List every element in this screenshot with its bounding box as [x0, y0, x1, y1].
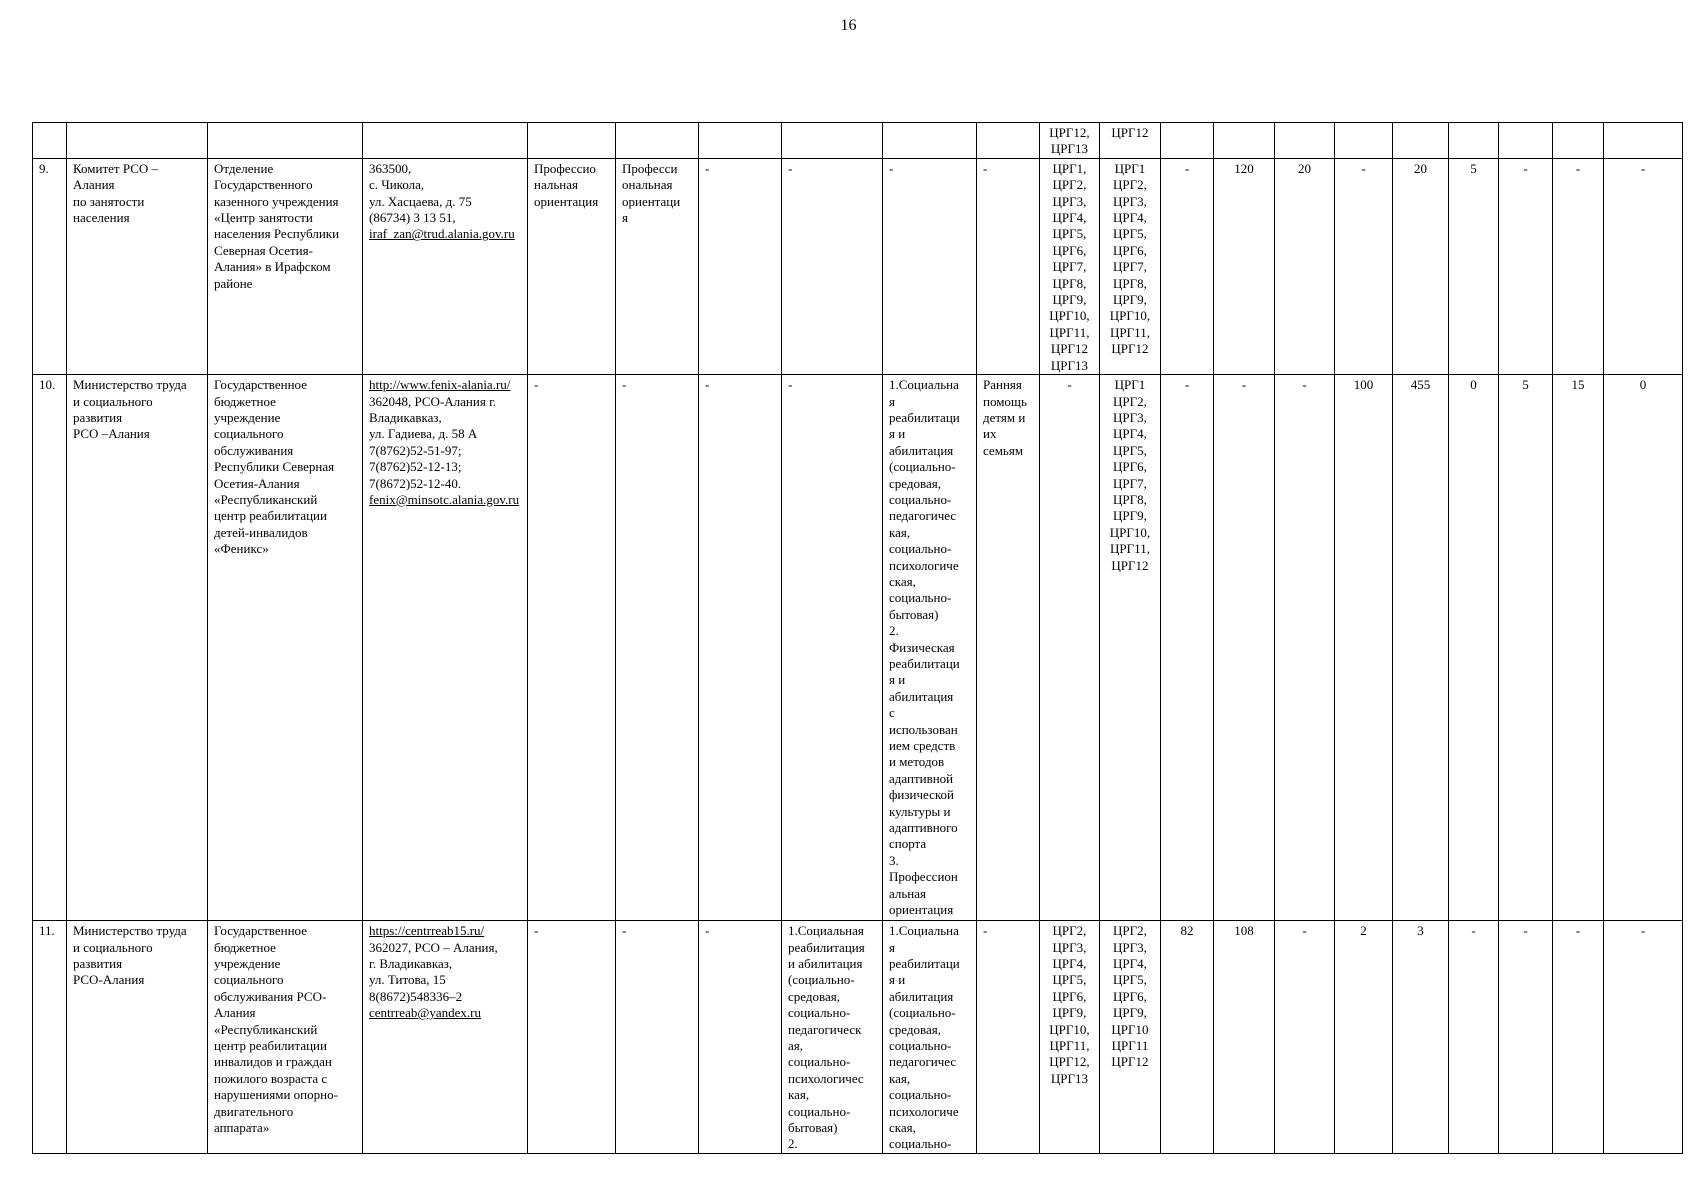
value-cell: -	[1499, 921, 1553, 1154]
value-cell: -	[1161, 375, 1214, 921]
value-cell	[1553, 123, 1604, 159]
agency-cell	[67, 123, 208, 159]
institution-cell: Государственное бюджетное учреждение социального обслуживания Республики Северная Осетия-Алания «Республиканский центр реабилитации детей-инвалидов «Феникс»	[208, 375, 363, 921]
service-cell	[616, 123, 699, 159]
value-cell: 0	[1604, 375, 1683, 921]
value-cell: -	[1449, 921, 1499, 1154]
value-cell: -	[1553, 921, 1604, 1154]
service-cell: -	[699, 921, 782, 1154]
value-cell: -	[1214, 375, 1275, 921]
table-row	[33, 921, 1683, 1154]
value-cell: -	[1275, 921, 1335, 1154]
service-cell: -	[782, 158, 883, 374]
value-cell	[1161, 123, 1214, 159]
value-cell: -	[1604, 921, 1683, 1154]
target-groups-cell: ЦРГ1, ЦРГ2, ЦРГ3, ЦРГ4, ЦРГ5, ЦРГ6, ЦРГ7, ЦРГ8, ЦРГ9, ЦРГ10, ЦРГ11, ЦРГ12 ЦРГ13	[1040, 158, 1100, 374]
value-cell: 100	[1335, 375, 1393, 921]
service-cell	[977, 123, 1040, 159]
service-cell: -	[699, 158, 782, 374]
table-row	[33, 375, 1683, 921]
row-number: 11.	[33, 921, 67, 1154]
service-cell: -	[616, 921, 699, 1154]
value-cell: 20	[1275, 158, 1335, 374]
service-cell	[782, 123, 883, 159]
website-link[interactable]: http://www.fenix-alania.ru/	[369, 377, 511, 393]
contacts-cell	[363, 158, 528, 374]
value-cell: 455	[1393, 375, 1449, 921]
value-cell	[1335, 123, 1393, 159]
agency-cell: Министерство труда и социального развития РСО-Алания	[67, 921, 208, 1154]
target-groups-cell: ЦРГ1 ЦРГ2, ЦРГ3, ЦРГ4, ЦРГ5, ЦРГ6, ЦРГ7, ЦРГ8, ЦРГ9, ЦРГ10, ЦРГ11, ЦРГ12	[1100, 158, 1161, 374]
service-cell: 1.Социальная реабилитация и абилитация (социально- средовая, социально- педагогическ ая, социально- психологичес кая, социально- бытовая) 2.	[782, 921, 883, 1154]
value-cell	[1275, 123, 1335, 159]
value-cell: -	[1604, 158, 1683, 374]
table-row	[33, 123, 1683, 159]
value-cell	[1499, 123, 1553, 159]
service-cell: -	[528, 375, 616, 921]
service-cell	[883, 123, 977, 159]
contacts-cell	[363, 921, 528, 1154]
value-cell: 0	[1449, 375, 1499, 921]
contacts-text: 362048, РСО-Алания г. Владикавказ, ул. Гадиева, д. 58 А 7(8762)52-51-97; 7(8762)52-12-13; 7(8672)52-12-40.	[369, 393, 497, 491]
service-cell: -	[616, 375, 699, 921]
value-cell	[1604, 123, 1683, 159]
website-link[interactable]: https://centrreab15.ru/	[369, 923, 485, 939]
service-cell: -	[883, 158, 977, 374]
target-groups-cell: ЦРГ2, ЦРГ3, ЦРГ4, ЦРГ5, ЦРГ6, ЦРГ9, ЦРГ10 ЦРГ11 ЦРГ12	[1100, 921, 1161, 1154]
service-cell: -	[699, 375, 782, 921]
contacts-text: 362027, РСО – Алания, г. Владикавказ, ул. Титова, 15 8(8672)548336–2	[369, 939, 498, 1004]
service-cell: Професси ональная ориентаци я	[616, 158, 699, 374]
value-cell: 5	[1449, 158, 1499, 374]
service-cell: -	[782, 375, 883, 921]
agency-cell: Комитет РСО – Алания по занятости населения	[67, 158, 208, 374]
value-cell: 3	[1393, 921, 1449, 1154]
target-groups-cell: ЦРГ1 ЦРГ2, ЦРГ3, ЦРГ4, ЦРГ5, ЦРГ6, ЦРГ7, ЦРГ8, ЦРГ9, ЦРГ10, ЦРГ11, ЦРГ12	[1100, 375, 1161, 921]
value-cell: 20	[1393, 158, 1449, 374]
service-cell: Ранняя помощь детям и их семьям	[977, 375, 1040, 921]
page-number: 16	[840, 17, 857, 34]
value-cell: -	[1161, 158, 1214, 374]
value-cell	[1449, 123, 1499, 159]
email-link[interactable]: centrreab@yandex.ru	[369, 1005, 481, 1021]
value-cell: -	[1275, 375, 1335, 921]
email-link[interactable]: iraf_zan@trud.alania.gov.ru	[369, 226, 515, 242]
service-cell: -	[977, 158, 1040, 374]
service-cell: 1.Социальна я реабилитаци я и абилитация (социально- средовая, социально- педагогичес кая, социально- психологиче ская, социально- бытовая) 2. Физическая реабилитаци я и абилитация с использован ием средств и методов адаптивной физической культуры и адаптивного спорта 3. Профессион альная ориентация	[883, 375, 977, 921]
value-cell	[1393, 123, 1449, 159]
table-row	[33, 158, 1683, 374]
email-link[interactable]: fenix@minsotc.alania.gov.ru	[369, 491, 520, 507]
contacts-cell	[363, 123, 528, 159]
row-number: 10.	[33, 375, 67, 921]
service-cell: -	[528, 921, 616, 1154]
value-cell: -	[1335, 158, 1393, 374]
service-cell: Профессио нальная ориентация	[528, 158, 616, 374]
target-groups-cell: ЦРГ2, ЦРГ3, ЦРГ4, ЦРГ5, ЦРГ6, ЦРГ9, ЦРГ10, ЦРГ11, ЦРГ12, ЦРГ13	[1040, 921, 1100, 1154]
service-cell: 1.Социальна я реабилитаци я и абилитация (социально- средовая, социально- педагогичес кая, социально- психологиче ская, социально-	[883, 921, 977, 1154]
target-groups-cell: ЦРГ12	[1100, 123, 1161, 159]
value-cell	[1214, 123, 1275, 159]
row-number	[33, 123, 67, 159]
value-cell: -	[1499, 158, 1553, 374]
registry-table	[32, 122, 1683, 1154]
institution-cell	[208, 123, 363, 159]
institution-cell: Государственное бюджетное учреждение социального обслуживания РСО- Алания «Республиканский центр реабилитации инвалидов и граждан пожилого возраста с нарушениями опорно- двигательного аппарата»	[208, 921, 363, 1154]
value-cell: 5	[1499, 375, 1553, 921]
service-cell	[528, 123, 616, 159]
value-cell: 108	[1214, 921, 1275, 1154]
value-cell: 15	[1553, 375, 1604, 921]
service-cell: -	[977, 921, 1040, 1154]
contacts-text: 363500, с. Чикола, ул. Хасцаева, д. 75 (86734) 3 13 51,	[369, 160, 472, 226]
service-cell	[699, 123, 782, 159]
agency-cell: Министерство труда и социального развития РСО –Алания	[67, 375, 208, 921]
value-cell: 120	[1214, 158, 1275, 374]
value-cell: 82	[1161, 921, 1214, 1154]
row-number: 9.	[33, 158, 67, 374]
target-groups-cell: -	[1040, 375, 1100, 921]
institution-cell: Отделение Государственного казенного учреждения «Центр занятости населения Республики Северная Осетия- Алания» в Ирафском районе	[208, 158, 363, 374]
value-cell: 2	[1335, 921, 1393, 1154]
contacts-cell	[363, 375, 528, 921]
value-cell: -	[1553, 158, 1604, 374]
target-groups-cell: ЦРГ12, ЦРГ13	[1040, 123, 1100, 159]
